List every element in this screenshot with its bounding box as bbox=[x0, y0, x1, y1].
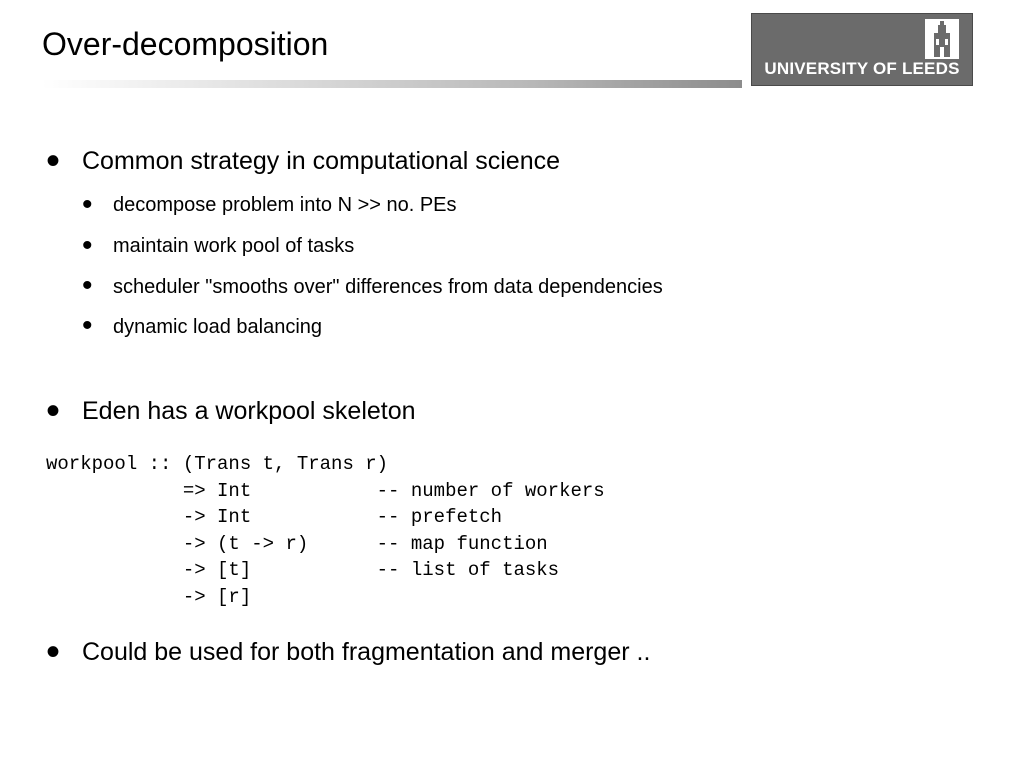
bullet-text-1: Common strategy in computational science bbox=[82, 147, 561, 175]
code-block: workpool :: (Trans t, Trans r) => Int -- number of workers -> Int -- prefetch -> (t -> r) -- map function -> [t] -- list of tasks -> [r] bbox=[46, 453, 605, 608]
sub-bullet-icon: • bbox=[82, 229, 93, 262]
sub-bullet-text-3: scheduler "smooths over" differences from data dependencies bbox=[113, 276, 663, 298]
bullet-icon: • bbox=[46, 630, 61, 674]
sub-bullet-text-4: dynamic load balancing bbox=[113, 316, 323, 338]
bullet-icon: • bbox=[46, 139, 61, 183]
sub-bullet-text-2: maintain work pool of tasks bbox=[113, 235, 355, 257]
sub-bullet-icon: • bbox=[82, 309, 93, 342]
crest-icon bbox=[925, 19, 959, 59]
sub-bullet-icon: • bbox=[82, 188, 93, 221]
sub-bullet-icon: • bbox=[82, 269, 93, 302]
bullet-text-2: Eden has a workpool skeleton bbox=[82, 397, 416, 425]
sub-bullet-text-1: decompose problem into N >> no. PEs bbox=[113, 194, 457, 216]
bullet-icon: • bbox=[46, 389, 61, 433]
bullet-text-3: Could be used for both fragmentation and merger .. bbox=[82, 638, 651, 666]
title-underline bbox=[42, 80, 742, 88]
slide-title: Over-decomposition bbox=[42, 26, 329, 62]
logo-text: UNIVERSITY OF LEEDS bbox=[764, 59, 960, 78]
